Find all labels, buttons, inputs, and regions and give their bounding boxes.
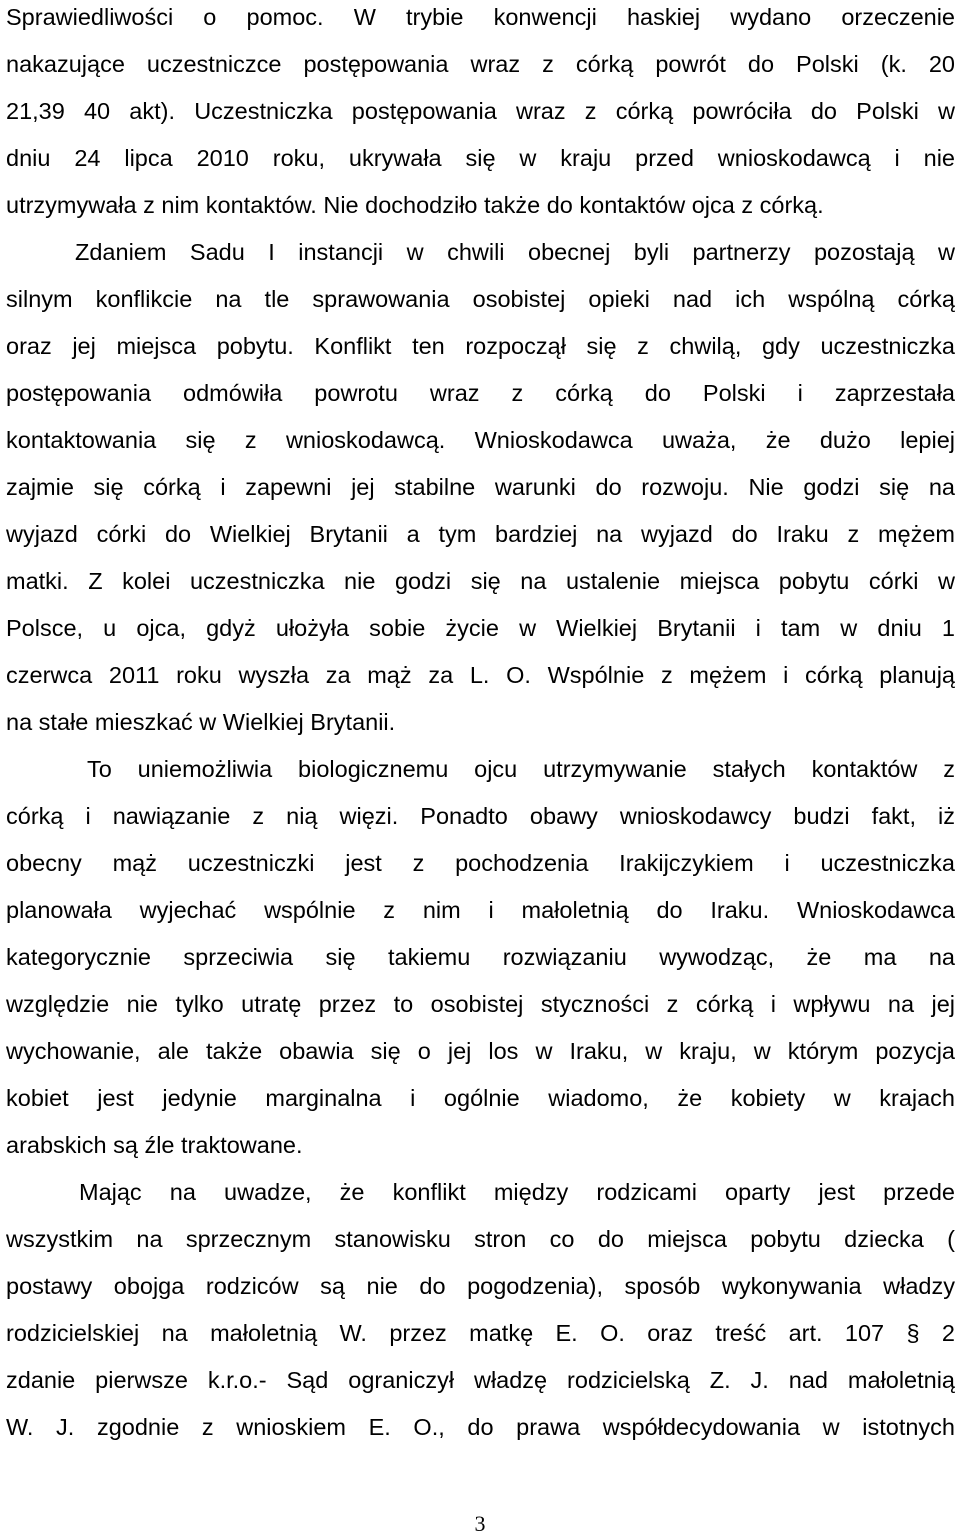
text-line-11: zajmie się córką i zapewni jej stabilne warunki do rozwoju. Nie godzi się na [6,474,955,500]
text-line-10: kontaktowania się z wnioskodawcą. Wnioskodawca uważa, że dużo lepiej [6,427,955,453]
text-line-23: wychowanie, ale także obawia się o jej los w Iraku, w kraju, w którym pozycja [6,1038,955,1064]
text-line-4: dniu 24 lipca 2010 roku, ukrywała się w kraju przed wnioskodawcą i nie [6,145,955,171]
text-line-28: postawy obojga rodziców są nie do pogodzenia), sposób wykonywania władzy [6,1273,955,1299]
text-line-1: Sprawiedliwości o pomoc. W trybie konwencji haskiej wydano orzeczenie [6,4,955,30]
text-line-27: wszystkim na sprzecznym stanowisku stron co do miejsca pobytu dziecka ( [6,1226,955,1252]
text-line-25: arabskich są źle traktowane. [6,1132,303,1158]
text-line-2: nakazujące uczestniczce postępowania wraz z córką powrót do Polski (k. 20 [6,51,955,77]
text-line-19: obecny mąż uczestniczki jest z pochodzenia Irakijczykiem i uczestniczka [6,850,955,876]
text-line-8: oraz jej miejsca pobytu. Konflikt ten rozpoczął się z chwilą, gdy uczestniczka [6,333,955,359]
text-line-22: względzie nie tylko utratę przez to osobistej styczności z córką i wpływu na jej [6,991,955,1017]
text-line-5: utrzymywała z nim kontaktów. Nie dochodziło także do kontaktów ojca z córką. [6,192,824,218]
text-line-18: córką i nawiązanie z nią więzi. Ponadto obawy wnioskodawcy budzi fakt, iż [6,803,955,829]
text-line-3: 21,39 40 akt). Uczestniczka postępowania wraz z córką powróciła do Polski w [6,98,955,124]
text-line-12: wyjazd córki do Wielkiej Brytanii a tym bardziej na wyjazd do Iraku z mężem [6,521,955,547]
text-line-6: Zdaniem Sadu I instancji w chwili obecnej byli partnerzy pozostają w [75,239,955,265]
text-line-31: W. J. zgodnie z wnioskiem E. O., do prawa współdecydowania w istotnych [6,1414,955,1440]
text-line-21: kategorycznie sprzeciwia się takiemu rozwiązaniu wywodząc, że ma na [6,944,955,970]
text-line-17: To uniemożliwia biologicznemu ojcu utrzymywanie stałych kontaktów z [87,756,955,782]
text-line-9: postępowania odmówiła powrotu wraz z córką do Polski i zaprzestała [6,380,955,406]
text-line-30: zdanie pierwsze k.r.o.- Sąd ograniczył władzę rodzicielską Z. J. nad małoletnią [6,1367,955,1393]
text-line-7: silnym konflikcie na tle sprawowania osobistej opieki nad ich wspólną córką [6,286,955,312]
text-line-29: rodzicielskiej na małoletnią W. przez matkę E. O. oraz treść art. 107 § 2 [6,1320,955,1346]
text-line-14: Polsce, u ojca, gdyż ułożyła sobie życie w Wielkiej Brytanii i tam w dniu 1 [6,615,955,641]
text-line-16: na stałe mieszkać w Wielkiej Brytanii. [6,709,396,735]
text-line-20: planowała wyjechać wspólnie z nim i małoletnią do Iraku. Wnioskodawca [6,897,955,923]
text-line-13: matki. Z kolei uczestniczka nie godzi się na ustalenie miejsca pobytu córki w [6,568,955,594]
text-line-26: Mając na uwadze, że konflikt między rodzicami oparty jest przede [79,1179,955,1205]
page-number: 3 [474,1511,486,1536]
text-line-24: kobiet jest jedynie marginalna i ogólnie wiadomo, że kobiety w krajach [6,1085,955,1111]
text-line-15: czerwca 2011 roku wyszła za mąż za L. O. Wspólnie z mężem i córką planują [6,662,955,688]
